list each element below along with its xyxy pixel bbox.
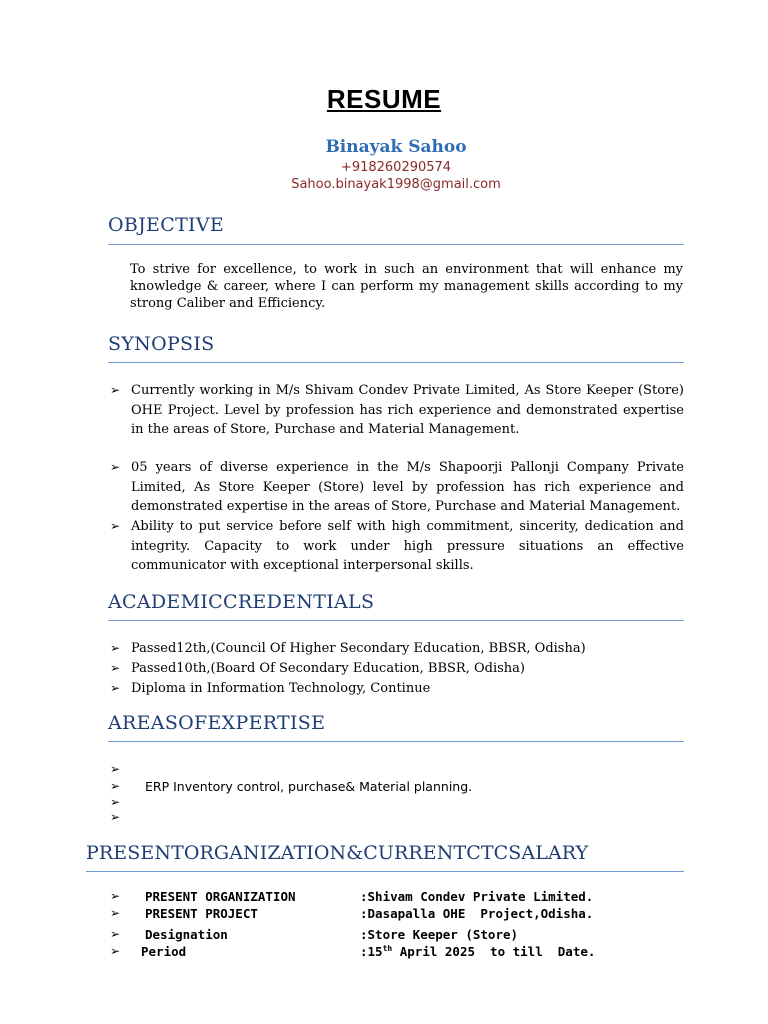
arrow-bullet-icon: ➢: [110, 681, 121, 695]
academic-heading: ACADEMICCREDENTIALS: [108, 591, 375, 613]
synopsis-divider: [108, 362, 684, 363]
row-value: [360, 944, 595, 959]
academic-item-text: Passed10th,(Board Of Secondary Education, BBSR, Odisha): [131, 661, 525, 676]
objective-text-content: To strive for excellence, to work in such an environment that will enhance my knowledge & career, where I can perform my management skills according to my strong Caliber and Efficiency.: [130, 262, 683, 311]
arrow-bullet-icon: ➢: [110, 944, 121, 958]
synopsis-item-text: Ability to put service before self with high commitment, sincerity, dedication and integrity. Capacity to work under high pressure situations an effective communicator with exceptional interpersonal skills.: [131, 519, 684, 573]
resume-title: RESUME: [326, 84, 442, 114]
arrow-bullet-icon: ➢: [110, 889, 121, 903]
academic-item: [108, 639, 684, 659]
row-label: PRESENT ORGANIZATION: [145, 889, 296, 904]
period-rest: April 2025 to till Date.: [392, 944, 596, 959]
arrow-bullet-icon: ➢: [110, 762, 121, 776]
row-value: :Dasapalla OHE Project,Odisha.: [360, 906, 594, 921]
objective-heading: OBJECTIVE: [108, 214, 225, 236]
arrow-bullet-icon: ➢: [110, 460, 121, 474]
synopsis-item-text: 05 years of diverse experience in the M/s Shapoorji Pallonji Company Private Limited, As Store Keeper (Store) level by profession has rich experience and demonstrated expertise in the areas of Store, Purchase and Material Management.: [131, 460, 684, 514]
arrow-bullet-icon: ➢: [110, 810, 121, 824]
period-row: [108, 944, 708, 960]
arrow-bullet-icon: ➢: [110, 519, 121, 533]
row-value: :Store Keeper (Store): [360, 927, 519, 942]
arrow-bullet-icon: ➢: [110, 927, 121, 941]
synopsis-item: [108, 517, 684, 576]
synopsis-item: [108, 458, 684, 517]
arrow-bullet-icon: ➢: [110, 779, 121, 793]
academic-divider: [108, 620, 684, 621]
period-day: :15: [360, 944, 383, 959]
present-organization-heading: PRESENTORGANIZATION&CURRENTCTCSALARY: [86, 842, 589, 864]
arrow-bullet-icon: ➢: [110, 641, 121, 655]
arrow-bullet-icon: ➢: [110, 795, 121, 809]
present-organization-row: [108, 889, 708, 905]
expertise-heading: AREASOFEXPERTISE: [108, 712, 326, 734]
arrow-bullet-icon: ➢: [110, 661, 121, 675]
present-project-row: [108, 906, 708, 922]
expertise-divider: [108, 741, 684, 742]
row-label: PRESENT PROJECT: [145, 906, 258, 921]
phone-number: +918260290574: [340, 160, 452, 175]
academic-item: [108, 659, 684, 679]
row-label: Period: [141, 944, 187, 959]
synopsis-item-text: Currently working in M/s Shivam Condev Private Limited, As Store Keeper (Store) OHE Project. Level by profession has rich experience and demonstrated expertise in the areas of Store, Purchase and Material Management.: [131, 383, 684, 437]
email-address: Sahoo.binayak1998@gmail.com: [291, 177, 501, 192]
arrow-bullet-icon: ➢: [110, 383, 121, 397]
designation-row: [108, 927, 708, 943]
objective-divider: [108, 244, 684, 245]
synopsis-heading: SYNOPSIS: [108, 333, 215, 355]
academic-item-text: Passed12th,(Council Of Higher Secondary Education, BBSR, Odisha): [131, 641, 586, 656]
row-value: :Shivam Condev Private Limited.: [360, 889, 594, 904]
period-day-suffix: th: [382, 943, 393, 953]
academic-item: [108, 679, 684, 699]
row-label: Designation: [145, 927, 228, 942]
academic-item-text: Diploma in Information Technology, Continue: [131, 681, 431, 696]
objective-text: [130, 261, 683, 312]
arrow-bullet-icon: ➢: [110, 906, 121, 920]
synopsis-item: [108, 381, 684, 440]
present-organization-divider: [86, 871, 684, 872]
candidate-name: Binayak Sahoo: [325, 137, 467, 157]
expertise-item-text: ERP Inventory control, purchase& Material planning.: [145, 779, 473, 794]
